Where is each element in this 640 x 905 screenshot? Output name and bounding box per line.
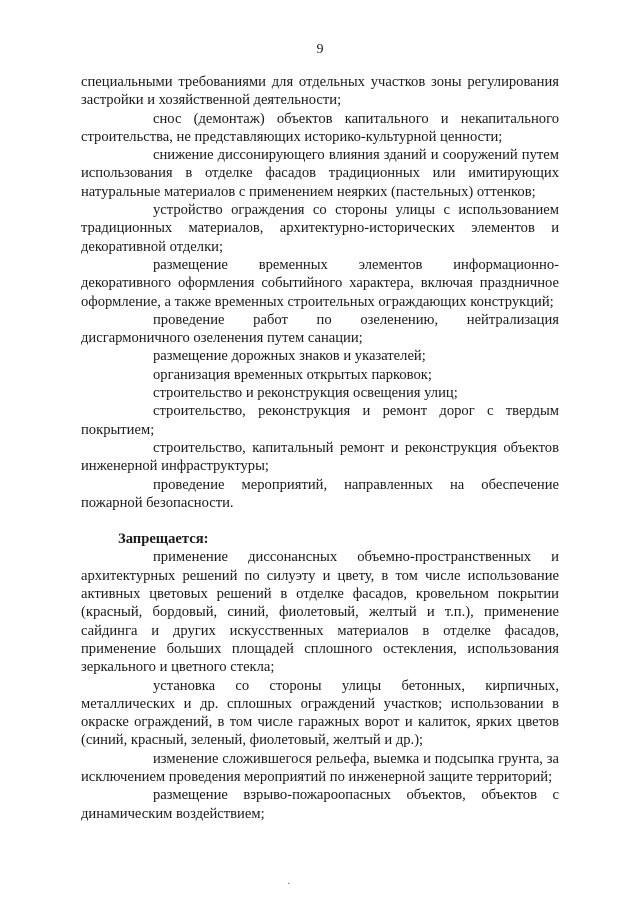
paragraph: строительство, реконструкция и ремонт дорог с твердым покрытием;: [81, 403, 559, 438]
paragraph: строительство и реконструкция освещения улиц;: [153, 385, 458, 402]
paragraph: строительство, капитальный ремонт и реконструкция объектов инженерной инфраструктуры;: [81, 439, 559, 475]
paragraph: снижение диссонирующего влияния зданий и сооружений путем использования в отделке фасадов традиционных или имитирующих натуральные материалов с применением неярких (пастельных) оттенков;: [81, 147, 559, 200]
paragraph: размещение взрыво-пожароопасных объектов, объектов с динамическим воздействием;: [81, 787, 559, 822]
scan-speck: ·: [287, 879, 291, 890]
paragraph: специальными требованиями для отдельных участков зоны регулирования застройки и хозяйственной деятельности;: [81, 74, 559, 109]
paragraph: проведение мероприятий, направленных на обеспечение пожарной безопасности.: [81, 476, 559, 511]
section-heading: Запрещается:: [118, 531, 209, 548]
paragraph: устройство ограждения со стороны улицы с использованием традиционных материалов, архитектурно-исторических элементов и декоративной отделки;: [81, 202, 559, 255]
paragraph: организация временных открытых парковок;: [153, 366, 432, 383]
paragraph: размещение дорожных знаков и указателей;: [153, 348, 426, 365]
paragraph: установка со стороны улицы бетонных, кирпичных, металлических и др. сплошных ограждений участков; использовании в окраске ограждений, в том числе гаражных ворот и калиток, ярких цветов (синий, красный, зеленый, фиолетовый, желтый и др.);: [81, 677, 559, 749]
paragraph: изменение сложившегося рельефа, выемка и подсыпка грунта, за исключением проведения мероприятий по инженерной защите территорий;: [81, 750, 559, 785]
paragraph: снос (демонтаж) объектов капитального и некапитального строительства, не представляющих историко-культурной ценности;: [81, 110, 559, 145]
paragraph: размещение временных элементов информационно-декоративного оформления событийного характера, включая праздничное оформление, а также временных строительных ограждающих конструкций;: [81, 256, 559, 310]
paragraph: применение диссонансных объемно-пространственных и архитектурных решений по силуэту и цвету, в том числе использование активных цветовых решений в отделке фасадов, кровельном покрытии (красный, бордовый, синий, фиолетовый, желтый и т.п.), применение сайдинга и других искусственных материалов в отделке фасадов, применение больших площадей сплошного остекления, использования зеркального и цветного стекла;: [81, 549, 559, 676]
paragraph: проведение работ по озеленению, нейтрализация дисгармоничного озеленения путем санации;: [81, 311, 559, 347]
page-content: [81, 73, 559, 823]
page-number: 9: [316, 42, 324, 57]
